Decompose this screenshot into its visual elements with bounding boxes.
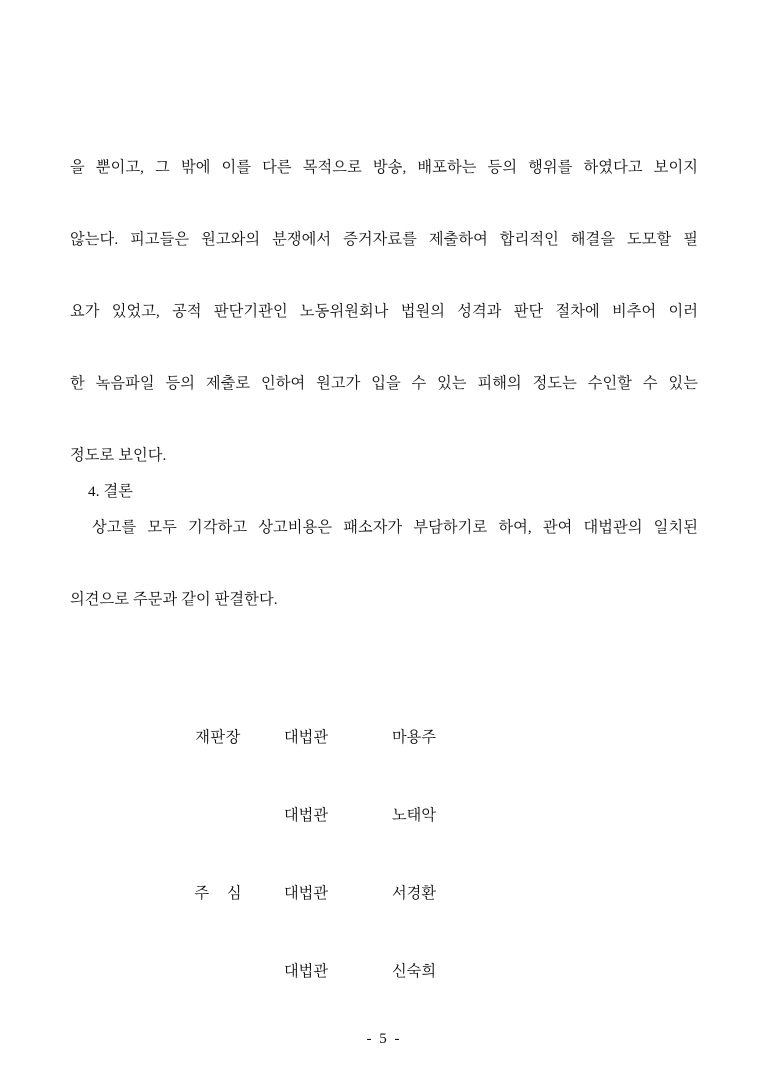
signature-name: 신숙희 xyxy=(392,963,437,981)
page-number: - 5 - xyxy=(366,1031,402,1047)
signature-role: 재판장 xyxy=(195,729,241,747)
section-heading: 4. 결론 xyxy=(88,483,134,501)
signature-name: 마용주 xyxy=(392,729,437,747)
signature-row xyxy=(70,882,698,960)
body-line: 요가 있었고, 공적 판단기관인 노동위원회나 법원의 성격과 판단 절차에 비추어 이러 xyxy=(70,303,698,321)
signature-block xyxy=(70,726,698,1038)
signature-title: 대법관 xyxy=(284,729,329,747)
paragraph-conclusion xyxy=(70,510,698,618)
paragraph-continued xyxy=(70,150,698,474)
signature-title: 대법관 xyxy=(284,963,329,981)
signature-name: 서경환 xyxy=(392,885,437,903)
signature-title: 대법관 xyxy=(284,807,329,825)
signature-row xyxy=(70,960,698,1038)
signature-row xyxy=(70,726,698,804)
signature-row xyxy=(70,804,698,882)
signature-title: 대법관 xyxy=(284,885,329,903)
signature-name: 노태악 xyxy=(392,807,437,825)
body-line: 한 녹음파일 등의 제출로 인하여 원고가 입을 수 있는 피해의 정도는 수인할 수 있는 xyxy=(70,375,698,393)
body-line: 않는다. 피고들은 원고와의 분쟁에서 증거자료를 제출하여 합리적인 해결을 도모할 필 xyxy=(70,231,698,249)
document-body xyxy=(70,150,698,618)
body-line: 의견으로 주문과 같이 판결한다. xyxy=(70,591,278,609)
body-line: 상고를 모두 기각하고 상고비용은 패소자가 부담하기로 하여, 관여 대법관의 일치된 xyxy=(92,519,698,537)
signature-role: 주 심 xyxy=(194,885,249,903)
body-line: 정도로 보인다. xyxy=(70,447,167,465)
body-line: 을 뿐이고, 그 밖에 이를 다른 목적으로 방송, 배포하는 등의 행위를 하였다고 보이지 xyxy=(70,159,698,176)
